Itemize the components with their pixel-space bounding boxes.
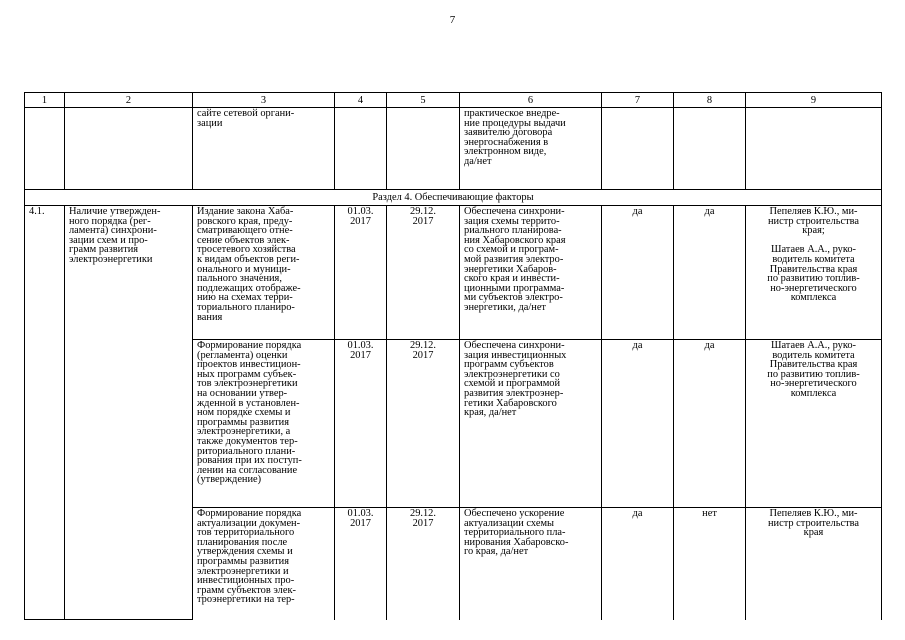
continuation-action: сайте сетевой органи- зации [193, 108, 335, 190]
column-number-row [25, 93, 882, 108]
value-col8: нет [674, 508, 746, 620]
cell-empty [335, 108, 387, 190]
section-row [25, 190, 882, 206]
value-col7: да [602, 508, 674, 620]
table-row [25, 206, 882, 340]
column-header: 6 [460, 93, 602, 108]
value-col8: да [674, 340, 746, 508]
end-date: 29.12. 2017 [387, 508, 460, 620]
start-date: 01.03. 2017 [335, 508, 387, 620]
responsible-cell: Шатаев А.А., руко- водитель комитета Правительства края по развитию топлив- но-энергетического комплекса [746, 340, 882, 508]
column-header: 8 [674, 93, 746, 108]
continuation-result: практическое внедре- ние процедуры выдачи заявителю договора энергоснабжения в электронном виде, да/нет [460, 108, 602, 190]
result-cell: Обеспечена синхрони- зация схемы террито- риального планирова- ния Хабаровского края со схемой и програм- мой развития электро- энергетики Хабаров- ского края и инвести- ционными программа- ми субъектов электро- энергетики, да/нет [460, 206, 602, 340]
start-date: 01.03. 2017 [335, 206, 387, 340]
item-number: 4.1. [25, 206, 65, 620]
item-name: Наличие утвержден- ного порядка (рег- ламента) синхрони- зации схем и про- грамм развития электроэнергетики [65, 206, 193, 620]
action-cell: Формирование порядка (регламента) оценки проектов инвестицион- ных программ субъек- тов электроэнергетики на основании утвер- жденной в установлен- ном порядке схемы и программы развития электроэнергетики, а также документов тер- риториального плани- рования при их поступ- лении на согласование (утверждение) [193, 340, 335, 508]
column-header: 9 [746, 93, 882, 108]
column-header: 1 [25, 93, 65, 108]
column-header: 5 [387, 93, 460, 108]
cell-empty [65, 108, 193, 190]
responsible-cell: Пепеляев К.Ю., ми- нистр строительства края [746, 508, 882, 620]
column-header: 4 [335, 93, 387, 108]
responsible-cell: Пепеляев К.Ю., ми- нистр строительства края; Шатаев А.А., руко- водитель комитета Правительства края по развитию топлив- но-энергетического комплекса [746, 206, 882, 340]
value-col7: да [602, 206, 674, 340]
column-header: 7 [602, 93, 674, 108]
result-cell: Обеспечено ускорение актуализации схемы территориального пла- нирования Хабаровско- го края, да/нет [460, 508, 602, 620]
section-title: Раздел 4. Обеспечивающие факторы [25, 190, 882, 206]
cell-empty [746, 108, 882, 190]
page-number: 7 [449, 14, 456, 26]
cell-empty [25, 108, 65, 190]
end-date: 29.12. 2017 [387, 340, 460, 508]
result-cell: Обеспечена синхрони- зация инвестиционных программ субъектов электроэнергетики со схемой и программой развития электроэнер- гетики Хабаровского края, да/нет [460, 340, 602, 508]
action-cell: Издание закона Хаба- ровского края, преду- сматривающего отне- сение объектов элек- тросетевого хозяйства к видам объектов реги- онального и муници- пального значения, подлежащих отображе- нию на схемах терри- ториального планиро- вания [193, 206, 335, 340]
action-cell: Формирование порядка актуализации докумен- тов территориального планирования после утверждения схемы и программы развития электроэнергетики и инвестиционных про- грамм субъектов элек- троэнергетики на тер- [193, 508, 335, 620]
measures-table [24, 92, 882, 620]
column-header: 3 [193, 93, 335, 108]
cell-empty [387, 108, 460, 190]
cell-empty [674, 108, 746, 190]
column-header: 2 [65, 93, 193, 108]
value-col8: да [674, 206, 746, 340]
cell-empty [602, 108, 674, 190]
continuation-row [25, 108, 882, 190]
end-date: 29.12. 2017 [387, 206, 460, 340]
value-col7: да [602, 340, 674, 508]
start-date: 01.03. 2017 [335, 340, 387, 508]
